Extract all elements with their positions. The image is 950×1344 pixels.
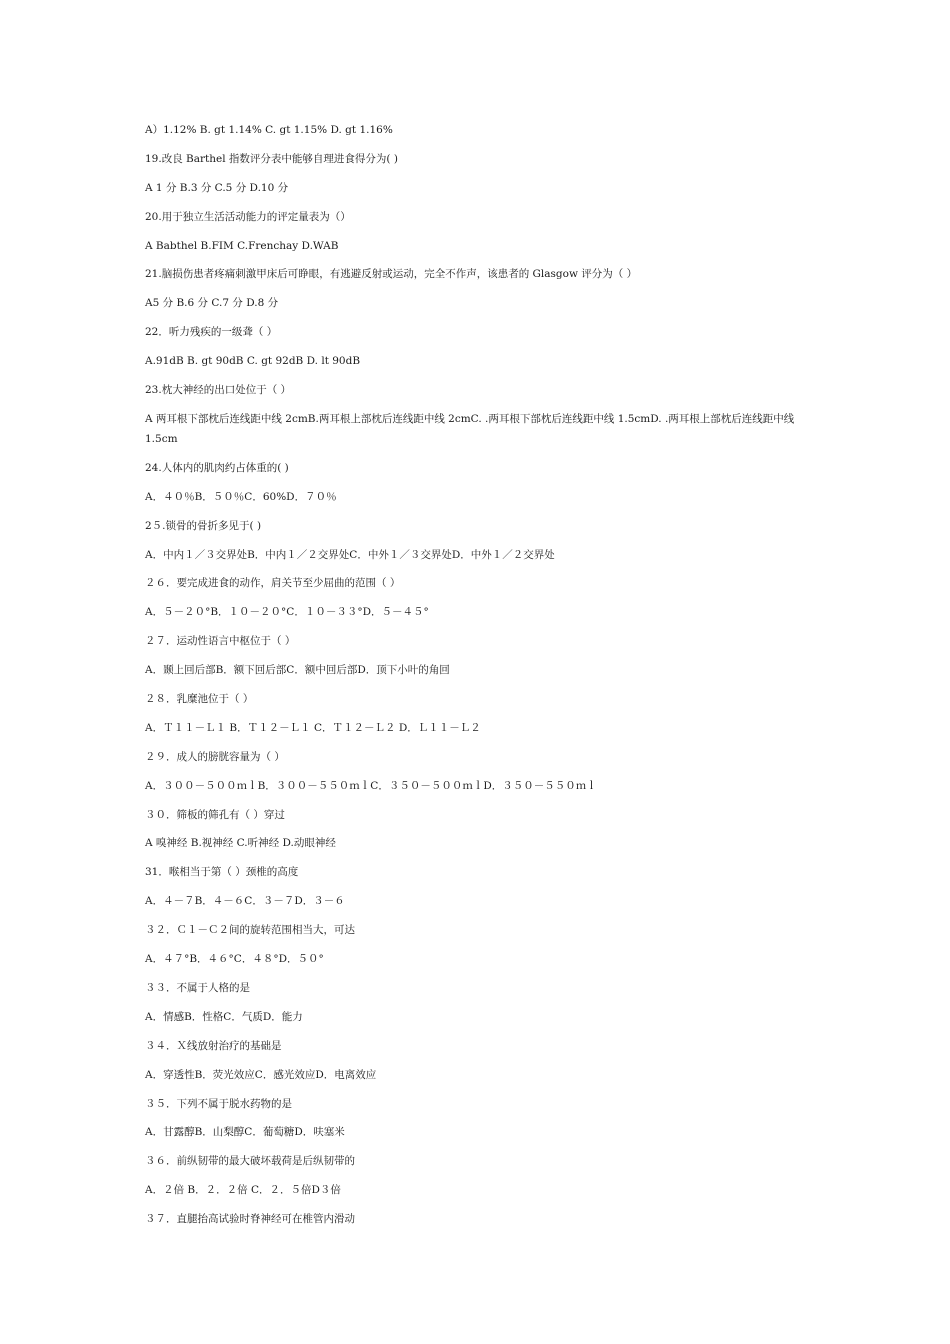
question-26: ２６．要完成进食的动作，肩关节至少屈曲的范围（ ） xyxy=(145,577,401,590)
question-22: 22．听力残疾的一级聋（ ） xyxy=(145,326,278,339)
question-35: ３５．下列不属于脱水药物的是 xyxy=(145,1097,292,1110)
question-33: ３３．不属于人格的是 xyxy=(145,981,250,994)
options-26: A．５－２０°B．１０－２０°C．１０－３３°D．５－４５° xyxy=(145,606,429,619)
question-27: ２７．运动性语言中枢位于（ ） xyxy=(145,635,296,648)
options-33: A．情感B．性格C．气质D．能力 xyxy=(145,1010,303,1023)
question-36: ３６．前纵韧带的最大破坏载荷是后纵韧带的 xyxy=(145,1155,355,1168)
question-25: 2５.锁骨的骨折多见于( ) xyxy=(145,519,262,532)
options-35: A．甘露醇B．山梨醇C．葡萄糖D．呋塞米 xyxy=(145,1126,345,1139)
options-31: A．４－７B．４－６C．３－７D．３－６ xyxy=(145,895,345,908)
question-32: ３２．Ｃ１－Ｃ２间的旋转范围相当大，可达 xyxy=(145,924,355,937)
options-21: A5 分 B.6 分 C.7 分 D.8 分 xyxy=(145,297,279,310)
options-23: A 两耳根下部枕后连线距中线 2cmB.两耳根上部枕后连线距中线 2cmC. .两耳根下部枕后连线距中线 1.5cmD. .两耳根上部枕后连线距中线 1.5cm xyxy=(145,412,795,445)
options-19: A 1 分 B.3 分 C.5 分 D.10 分 xyxy=(145,181,289,194)
options-20: A Babthel B.FIM C.Frenchay D.WAB xyxy=(145,239,339,252)
question-24: 24.人体内的肌肉约占体重的( ) xyxy=(145,461,289,474)
question-37: ３７．直腿抬高试验时脊神经可在椎管内滑动 xyxy=(145,1213,355,1226)
options-24: A．４０％B．５０％C．60%D．７０％ xyxy=(145,490,337,503)
options-27: A．颞上回后部B．额下回后部C．额中回后部D．顶下小叶的角回 xyxy=(145,664,450,677)
question-30: ３０．筛板的筛孔有（ ）穿过 xyxy=(145,808,285,821)
question-20: 20.用于独立生活活动能力的评定量表为（） xyxy=(145,210,351,223)
question-23: 23.枕大神经的出口处位于（ ） xyxy=(145,384,292,397)
question-28: ２８．乳糜池位于（ ） xyxy=(145,693,254,706)
options-line-18: A）1.12% B. gt 1.14% C. gt 1.15% D. gt 1.16% xyxy=(145,124,393,136)
options-32: A．４７°B．４６°C．４８°D．５０° xyxy=(145,953,324,966)
question-34: ３４．Ｘ线放射治疗的基础是 xyxy=(145,1039,282,1052)
question-list xyxy=(145,123,825,1241)
options-22: A.91dB B. gt 90dB C. gt 92dB D. lt 90dB xyxy=(145,355,361,368)
options-25: A．中内１／３交界处B．中内１／２交界处C．中外１／３交界处D．中外１／２交界处 xyxy=(145,548,555,561)
question-29: ２９．成人的膀胱容量为（ ） xyxy=(145,750,285,763)
options-29: A．３００－５００ｍｌB．３００－５５０ｍｌC．３５０－５００ｍｌD．３５０－５５０ｍｌ xyxy=(145,779,597,792)
options-34: A．穿透性B．荧光效应C．感光效应D．电离效应 xyxy=(145,1068,377,1081)
question-19: 19.改良 Barthel 指数评分表中能够自理进食得分为( ) xyxy=(145,152,398,165)
options-28: A．Ｔ１１－Ｌ１ B．Ｔ１２－Ｌ１ C．Ｔ１２－Ｌ２ D．Ｌ１１－Ｌ２ xyxy=(145,721,481,734)
options-36: A．２倍 B．２．２倍 C．２．５倍D３倍 xyxy=(145,1184,341,1197)
question-21: 21.脑损伤患者疼痛刺激甲床后可睁眼，有逃避反射或运动，完全不作声，该患者的 Glasgow 评分为（ ） xyxy=(145,268,638,281)
options-30: A 嗅神经 B.视神经 C.听神经 D.动眼神经 xyxy=(145,837,336,850)
question-31: 31．喉相当于第（ ）颈椎的高度 xyxy=(145,866,299,879)
